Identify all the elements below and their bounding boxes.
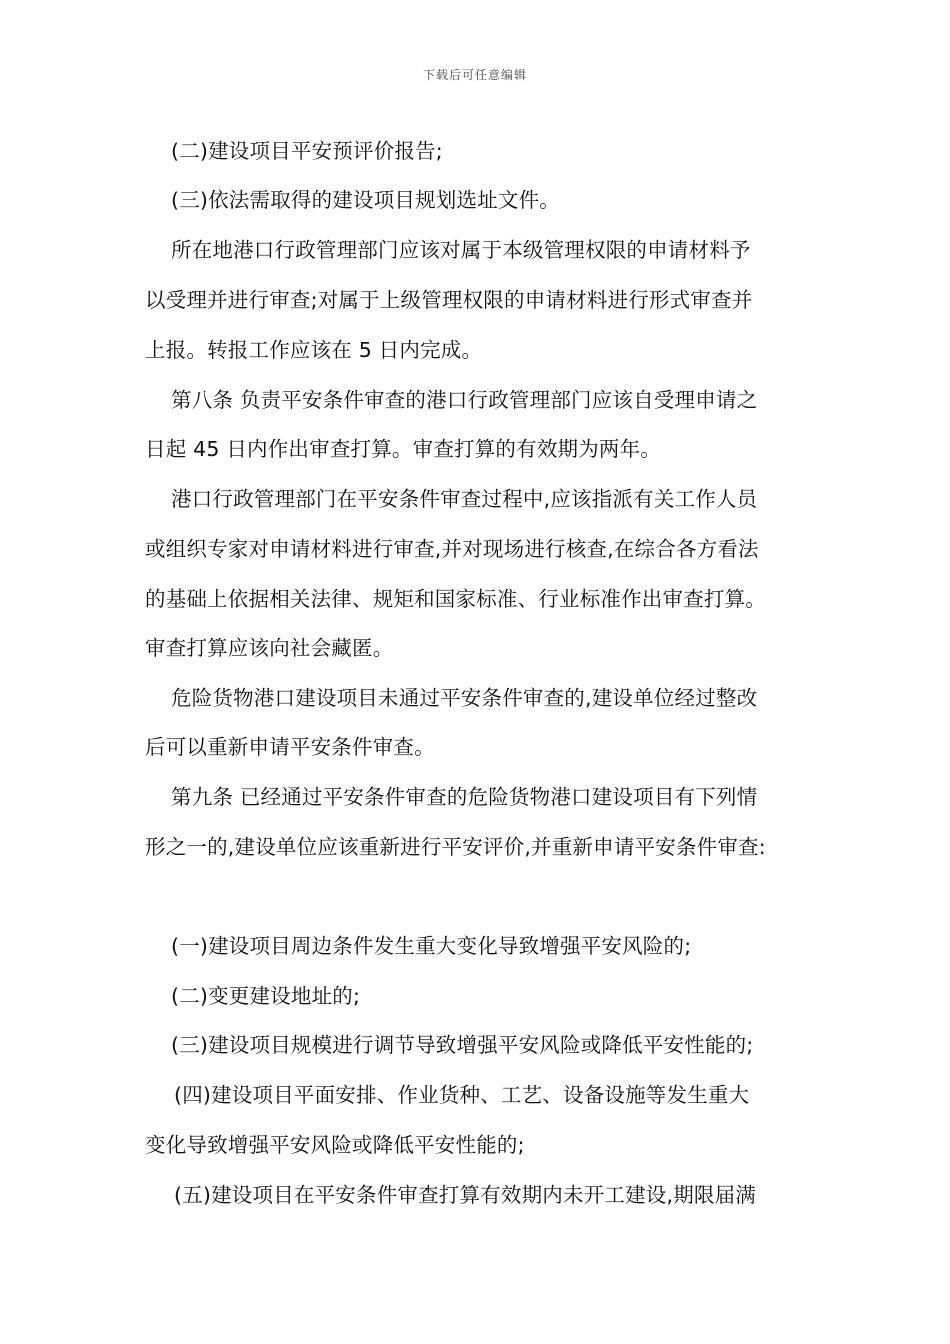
paragraph-line: 上报。转报工作应该在 5 日内完成。 (145, 338, 483, 362)
paragraph-line: 审查打算应该向社会藏匿。 (145, 636, 394, 660)
paragraph-line: (三)建设项目规模进行调节导致增强平安风险或降低平安性能的; (171, 1033, 754, 1057)
paragraph-line: 第八条 负责平安条件审查的港口行政管理部门应该自受理申请之 (171, 388, 758, 412)
paragraph-line: (二)建设项目平安预评价报告; (171, 139, 443, 163)
paragraph-line: 第九条 已经通过平安条件审查的危险货物港口建设项目有下列情 (171, 785, 758, 809)
paragraph-line: 的基础上依据相关法律、规矩和国家标准、行业标准作出审查打算。 (145, 587, 766, 611)
paragraph-line: 或组织专家对申请材料进行审查,并对现场进行核查,在综合各方看法 (145, 537, 759, 561)
paragraph-line: 形之一的,建设单位应该重新进行平安评价,并重新申请平安条件审查: (145, 835, 766, 859)
paragraph-line: 日起 45 日内作出审查打算。审查打算的有效期为两年。 (145, 437, 662, 461)
paragraph-line: (四)建设项目平面安排、作业货种、工艺、设备设施等发生重大 (174, 1083, 750, 1107)
paragraph-line: 危险货物港口建设项目未通过平安条件审查的,建设单位经过整改 (171, 686, 758, 710)
paragraph-line: 所在地港口行政管理部门应该对属于本级管理权限的申请材料予 (171, 238, 751, 262)
paragraph-line: 港口行政管理部门在平安条件审查过程中,应该指派有关工作人员 (171, 487, 758, 511)
paragraph-line: (一)建设项目周边条件发生重大变化导致增强平安风险的; (171, 934, 692, 958)
paragraph-line: 后可以重新申请平安条件审查。 (145, 735, 435, 759)
paragraph-line: (五)建设项目在平安条件审查打算有效期内未开工建设,期限届满 (174, 1183, 757, 1207)
paragraph-line: 变化导致增强平安风险或降低平安性能的; (145, 1133, 525, 1157)
paragraph-line: (二)变更建设地址的; (171, 984, 361, 1008)
page-header: 下载后可任意编辑 (422, 68, 527, 82)
paragraph-line: (三)依法需取得的建设项目规划选址文件。 (171, 188, 560, 212)
paragraph-line: 以受理并进行审查;对属于上级管理权限的申请材料进行形式审查并 (145, 288, 753, 312)
